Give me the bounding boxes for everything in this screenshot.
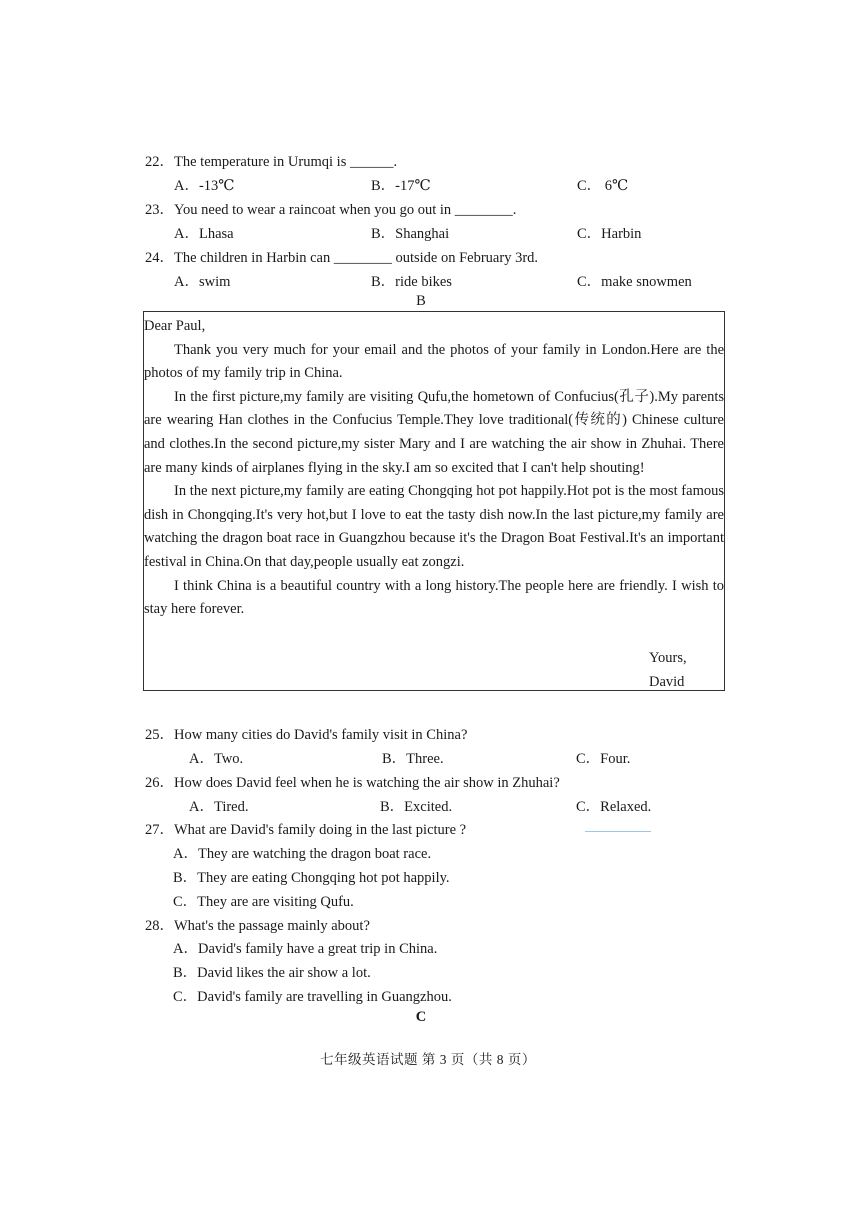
- question-27: [145, 818, 466, 839]
- question-text: The temperature in Urumqi is ______.: [174, 154, 398, 170]
- question-26-options: [0, 795, 867, 815]
- option-b[interactable]: B．They are eating Chongqing hot pot happily.: [173, 870, 450, 886]
- question-number: 22．: [145, 154, 174, 170]
- question-26: [145, 771, 560, 792]
- letter-signature: David: [649, 674, 685, 690]
- question-25: [145, 723, 467, 744]
- letter-paragraph: In the next picture,my family are eating Chongqing hot pot happily.Hot pot is the most famous dish in Chongqing.It's very hot,but I love to eat the tasty dish now.In the last picture,my family are watching the dragon boat race in Guangzhou because it's the Dragon Boat Festival.It's an important festival in China.On that day,people usually eat zongzi.: [144, 483, 724, 570]
- option-c[interactable]: C．make snowmen: [577, 274, 692, 290]
- letter-paragraph: In the first picture,my family are visiting Qufu,the hometown of Confucius(孔子).My parents are wearing Han clothes in the Confucius Temple.They love traditional(传统的) Chinese culture and clothes.In the second picture,my sister Mary and I are watching the air show in Zhuhai. There are many kinds of airplanes flying in the sky.I am so excited that I can't help shouting!: [144, 388, 724, 476]
- question-22: [145, 150, 397, 171]
- letter-greeting: Dear Paul,: [144, 318, 206, 334]
- option-a[interactable]: A．David's family have a great trip in China.: [173, 941, 438, 957]
- letter-body: [144, 315, 724, 622]
- question-23-options: [0, 222, 867, 242]
- question-text: You need to wear a raincoat when you go out in ________.: [174, 202, 517, 218]
- option-b[interactable]: B．ride bikes: [371, 274, 452, 290]
- letter-closing: Yours,: [649, 650, 687, 666]
- letter-paragraph: I think China is a beautiful country with a long history.The people here are friendly. I wish to stay here forever.: [144, 577, 724, 618]
- question-number: 24．: [145, 250, 174, 266]
- page-footer: 七年级英语试题 第 3 页（共 8 页）: [320, 1052, 536, 1067]
- option-b[interactable]: B．Three.: [382, 751, 444, 767]
- question-number: 26．: [145, 775, 174, 791]
- question-22-options: [0, 174, 867, 194]
- question-text: What are David's family doing in the last picture ?: [174, 822, 467, 838]
- question-24-options: [0, 270, 867, 290]
- question-text: How does David feel when he is watching the air show in Zhuhai?: [174, 775, 560, 791]
- section-b-heading: B: [416, 293, 426, 309]
- option-a[interactable]: A．Lhasa: [174, 226, 234, 242]
- option-b[interactable]: B．Shanghai: [371, 226, 450, 242]
- option-a[interactable]: A．They are watching the dragon boat race.: [173, 846, 432, 862]
- option-c[interactable]: C．Four.: [576, 751, 631, 767]
- question-number: 25．: [145, 727, 174, 743]
- question-number: 27．: [145, 822, 174, 838]
- question-24: [145, 246, 538, 267]
- question-23: [145, 198, 516, 219]
- option-a[interactable]: A．Two.: [189, 751, 244, 767]
- option-c[interactable]: C． 6℃: [577, 178, 629, 194]
- option-c[interactable]: C．Relaxed.: [576, 799, 652, 815]
- option-c[interactable]: C．They are are visiting Qufu.: [173, 894, 354, 910]
- option-c[interactable]: C．Harbin: [577, 226, 642, 242]
- question-number: 23．: [145, 202, 174, 218]
- option-c[interactable]: C．David's family are travelling in Guangzhou.: [173, 989, 452, 1005]
- letter-box: [143, 311, 725, 691]
- question-text: The children in Harbin can ________ outside on February 3rd.: [174, 250, 539, 266]
- option-b[interactable]: B．Excited.: [380, 799, 453, 815]
- question-number: 28．: [145, 918, 174, 934]
- letter-paragraph: Thank you very much for your email and the photos of your family in London.Here are the photos of my family trip in China.: [144, 341, 724, 382]
- option-a[interactable]: A．Tired.: [189, 799, 249, 815]
- option-b[interactable]: B．David likes the air show a lot.: [173, 965, 371, 981]
- question-25-options: [0, 747, 867, 767]
- blue-answer-line: [585, 831, 651, 832]
- question-text: How many cities do David's family visit in China?: [174, 727, 468, 743]
- question-28: [145, 914, 370, 935]
- option-a[interactable]: A．-13℃: [174, 178, 235, 194]
- question-text: What's the passage mainly about?: [174, 918, 370, 934]
- section-c-heading: C: [415, 1009, 427, 1025]
- option-a[interactable]: A．swim: [174, 274, 231, 290]
- option-b[interactable]: B．-17℃: [371, 178, 431, 194]
